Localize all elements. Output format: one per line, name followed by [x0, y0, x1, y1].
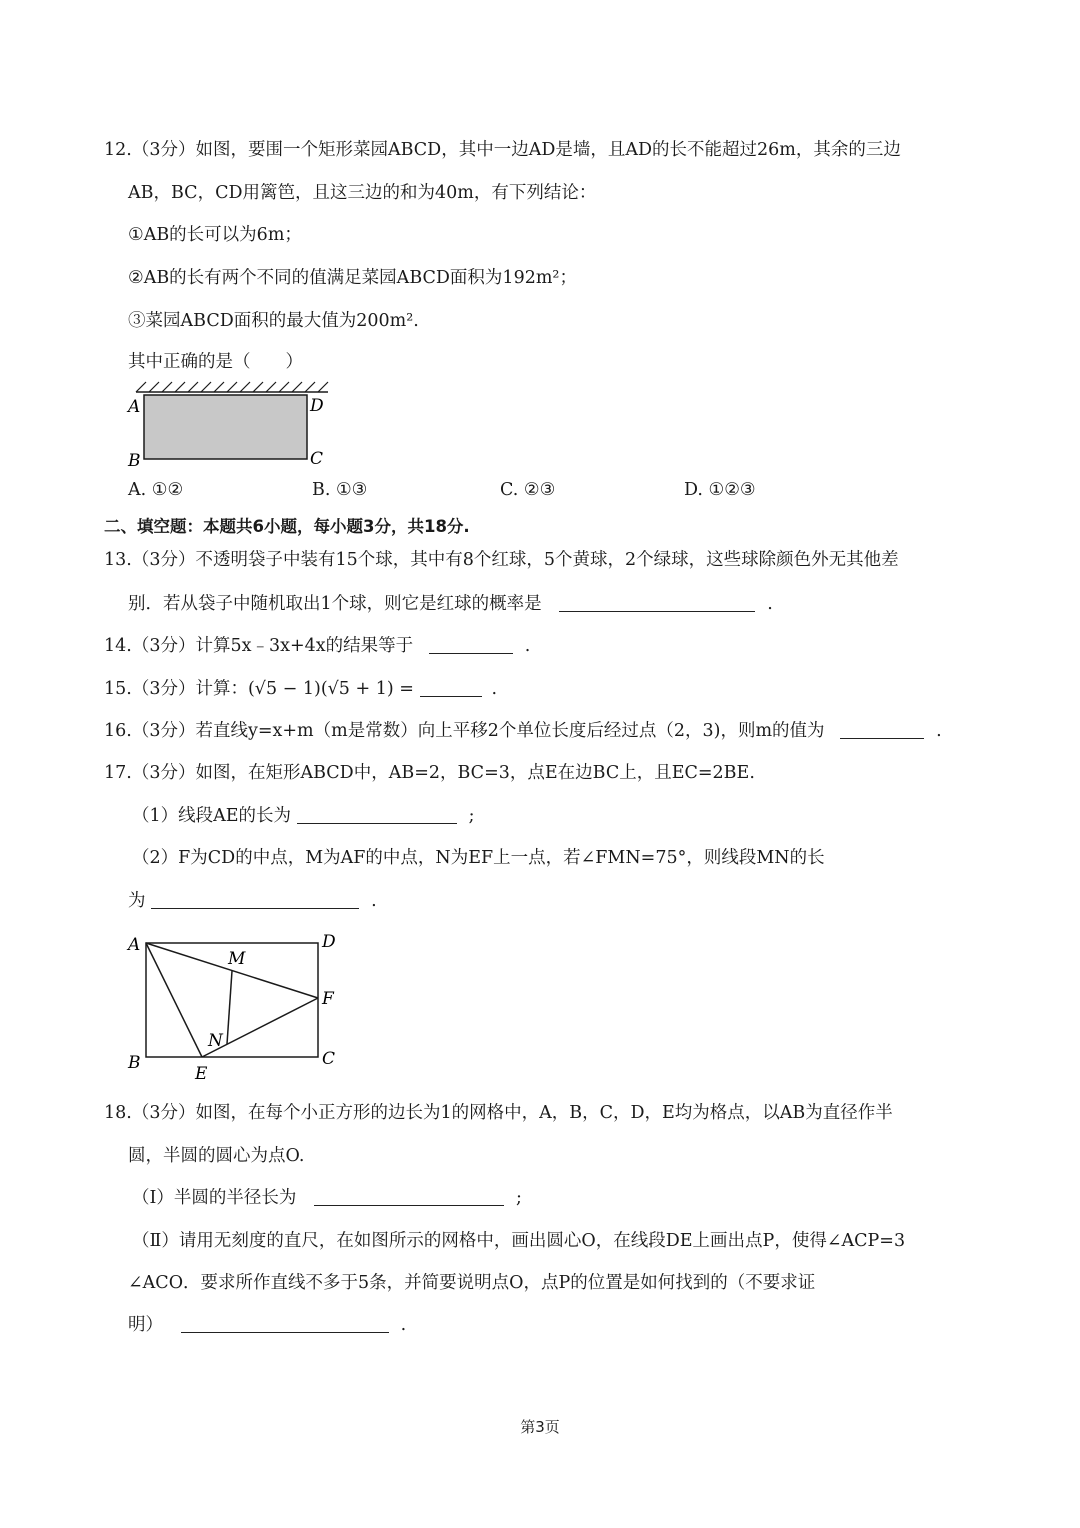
label-N: N: [208, 1031, 223, 1051]
q15-text: 15.（3分）计算：(√5 − 1)(√5 + 1) =: [104, 679, 414, 699]
label-E: E: [195, 1064, 208, 1084]
q13-line2-text: 别．若从袋子中随机取出1个球，则它是红球的概率是: [128, 594, 542, 614]
q12-conclusion-2: ②AB的长有两个不同的值满足菜园ABCD面积为192m²；: [128, 268, 577, 288]
label-M: M: [228, 949, 246, 969]
segment-AE: [146, 943, 202, 1057]
q14-text: 14.（3分）计算5x﹣3x+4x的结果等于: [104, 636, 414, 656]
q12-question: 其中正确的是（ ）: [128, 352, 303, 372]
label-A: A: [128, 397, 141, 417]
q18-part2b: ∠ACO．要求所作直线不多于5条，并简要说明点O，点P的位置是如何找到的（不要求证: [128, 1273, 816, 1293]
label-B: B: [128, 1053, 141, 1073]
q18-part2-blank[interactable]: [181, 1314, 389, 1333]
q13-answer-blank[interactable]: [559, 593, 755, 612]
section-2-heading: 二、填空题：本题共6小题，每小题3分，共18分.: [104, 517, 470, 536]
label-D: D: [322, 932, 336, 952]
q18-line1: 18.（3分）如图，在每个小正方形的边长为1的网格中，A，B，C，D，E均为格点，以AB为直径作半: [104, 1103, 893, 1123]
q17-part2b-text: 为: [128, 891, 146, 911]
q12-option-a: A. ①②: [128, 480, 184, 500]
q18-part2a: （Ⅱ）请用无刻度的直尺，在如图所示的网格中，画出圆心O，在线段DE上画出点P，使得∠ACP=3: [132, 1231, 906, 1251]
q17-rectangle-figure: [120, 928, 350, 1088]
q16-answer-blank[interactable]: [840, 720, 924, 739]
label-C: C: [310, 449, 324, 469]
q14-answer-blank[interactable]: [429, 635, 513, 654]
q18-part1-blank[interactable]: [314, 1187, 504, 1206]
label-A: A: [128, 935, 141, 955]
q12-option-b: B. ①③: [312, 480, 368, 500]
q13-line2: 别．若从袋子中随机取出1个球，则它是红球的概率是 .: [128, 594, 773, 614]
q17-line1: 17.（3分）如图，在矩形ABCD中，AB=2，BC=3，点E在边BC上，且EC=2BE.: [104, 763, 755, 783]
q18-part2c: 明） .: [128, 1315, 407, 1335]
q12-line1: 12.（3分）如图，要围一个矩形菜园ABCD，其中一边AD是墙，且AD的长不能超过26m，其余的三边: [104, 140, 901, 160]
q18-part2c-text: 明）: [128, 1315, 163, 1335]
q15-answer-blank[interactable]: [420, 678, 482, 697]
q16-line: 16.（3分）若直线y=x+m（m是常数）向上平移2个单位长度后经过点（2，3)，则m的值为 .: [104, 721, 942, 741]
q17-part2: （2）F为CD的中点，M为AF的中点，N为EF上一点，若∠FMN=75°，则线段MN的长: [132, 848, 825, 868]
q14-line: 14.（3分）计算5x﹣3x+4x的结果等于 .: [104, 636, 531, 656]
q17-part2b: 为 .: [128, 891, 377, 911]
q18-part1-text: （Ⅰ）半圆的半径长为: [132, 1188, 297, 1208]
q12-line2: AB，BC，CD用篱笆，且这三边的和为40m，有下列结论：: [128, 183, 597, 203]
label-B: B: [128, 451, 141, 471]
garden-rect: [144, 395, 307, 459]
q17-part1-text: （1）线段AE的长为: [132, 806, 292, 826]
q15-line: 15.（3分）计算：(√5 − 1)(√5 + 1) = .: [104, 679, 498, 699]
label-D: D: [310, 396, 324, 416]
q16-text: 16.（3分）若直线y=x+m（m是常数）向上平移2个单位长度后经过点（2，3)，则m的值为: [104, 721, 825, 741]
q12-option-d: D. ①②③: [684, 480, 756, 500]
segment-MN: [227, 971, 232, 1044]
label-F: F: [322, 989, 334, 1009]
q12-conclusion-1: ①AB的长可以为6m；: [128, 225, 302, 245]
page-number: 第3页: [520, 1418, 560, 1436]
q12-conclusion-3: ③菜园ABCD面积的最大值为200m².: [128, 311, 419, 331]
q13-line1: 13.（3分）不透明袋子中装有15个球，其中有8个红球，5个黄球，2个绿球，这些球除颜色外无其他差: [104, 550, 899, 570]
q17-part1: （1）线段AE的长为 ;: [132, 806, 475, 826]
label-C: C: [322, 1049, 336, 1069]
q17-part1-blank[interactable]: [297, 805, 457, 824]
q12-option-c: C. ②③: [500, 480, 556, 500]
q12-garden-figure: [120, 378, 340, 474]
q17-part2-blank[interactable]: [151, 890, 359, 909]
q18-line2: 圆，半圆的圆心为点O.: [128, 1146, 305, 1166]
q18-part1: （Ⅰ）半圆的半径长为 ;: [132, 1188, 522, 1208]
